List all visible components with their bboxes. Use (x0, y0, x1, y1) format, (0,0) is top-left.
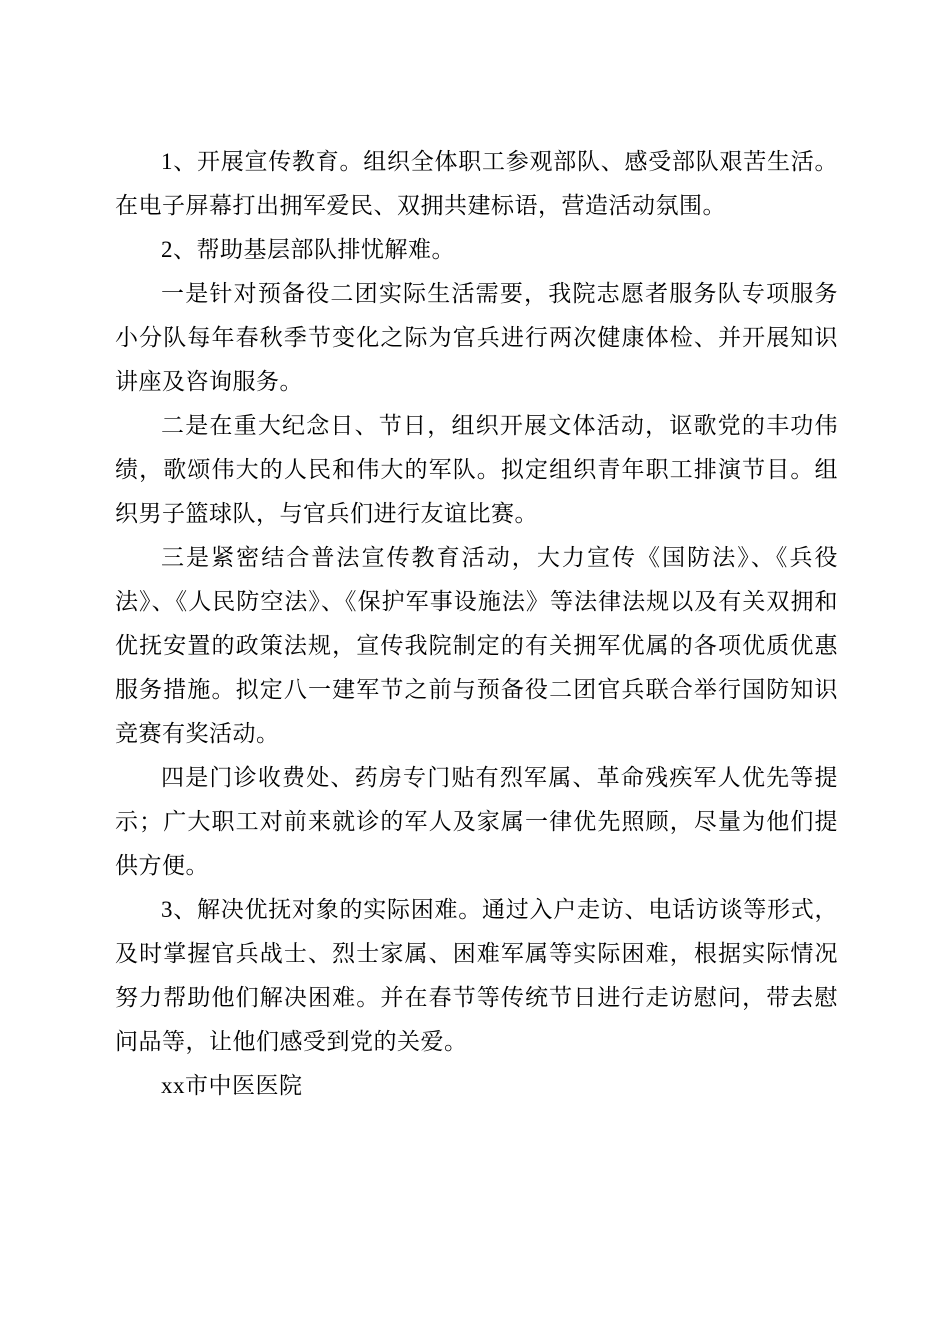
paragraph: xx市中医医院 (161, 1073, 303, 1098)
document-body (115, 140, 838, 1108)
paragraph: 1、开展宣传教育。组织全体职工参观部队、感受部队艰苦生活。在电子屏幕打出拥军爱民、双拥共建标语，营造活动氛围。 (115, 149, 838, 218)
paragraph: 一是针对预备役二团实际生活需要，我院志愿者服务队专项服务小分队每年春秋季节变化之际为官兵进行两次健康体检、并开展知识讲座及咨询服务。 (115, 281, 838, 394)
paragraph: 二是在重大纪念日、节日，组织开展文体活动，讴歌党的丰功伟绩，歌颂伟大的人民和伟大的军队。拟定组织青年职工排演节目。组织男子篮球队，与官兵们进行友谊比赛。 (115, 413, 838, 526)
paragraph: 3、解决优抚对象的实际困难。通过入户走访、电话访谈等形式，及时掌握官兵战士、烈士家属、困难军属等实际困难，根据实际情况努力帮助他们解决困难。并在春节等传统节日进行走访慰问，带去慰问品等，让他们感受到党的关爱。 (115, 897, 838, 1054)
paragraph: 2、帮助基层部队排忧解难。 (161, 237, 455, 262)
paragraph: 三是紧密结合普法宣传教育活动，大力宣传《国防法》、《兵役法》、《人民防空法》、《保护军事设施法》等法律法规以及有关双拥和优抚安置的政策法规，宣传我院制定的有关拥军优属的各项优质优惠服务措施。拟定八一建军节之前与预备役二团官兵联合举行国防知识竞赛有奖活动。 (115, 545, 838, 746)
paragraph: 四是门诊收费处、药房专门贴有烈军属、革命残疾军人优先等提示；广大职工对前来就诊的军人及家属一律优先照顾，尽量为他们提供方便。 (115, 765, 838, 878)
